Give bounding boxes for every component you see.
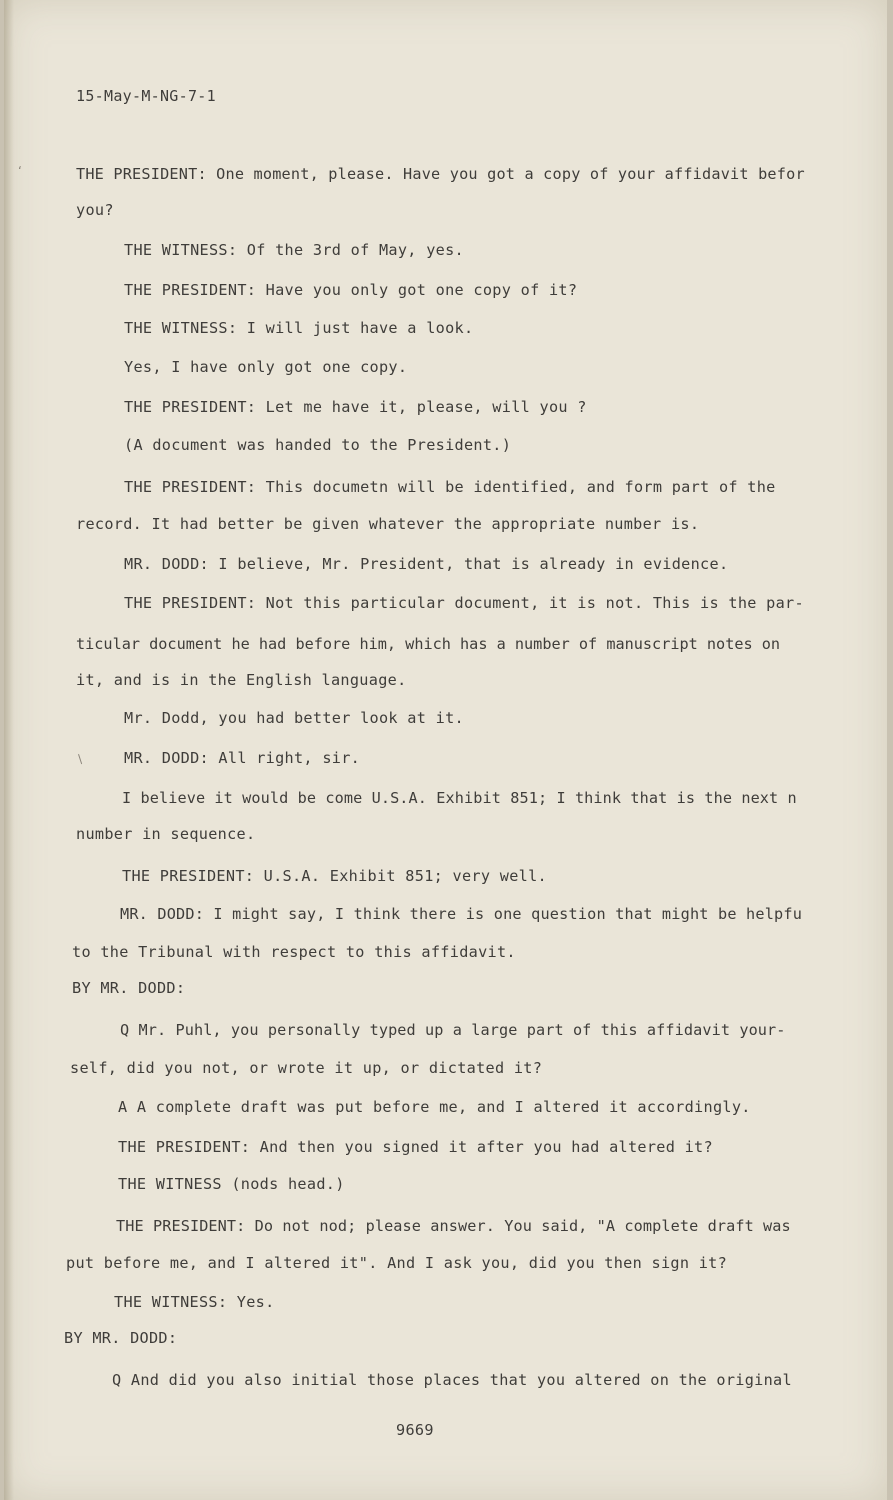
margin-mark: ‘ [18,164,22,178]
transcript-line: THE PRESIDENT: Let me have it, please, will you ? [124,398,587,416]
document-header: 15-May-M-NG-7-1 [76,87,216,105]
transcript-line: put before me, and I altered it". And I ask you, did you then sign it? [66,1254,728,1272]
document-page [4,0,887,1500]
transcript-line: number in sequence. [76,825,256,843]
transcript-line: THE WITNESS (nods head.) [118,1175,345,1193]
transcript-line: BY MR. DODD: [72,979,186,997]
transcript-line: record. It had better be given whatever the appropriate number is. [76,515,700,533]
transcript-line: MR. DODD: I might say, I think there is one question that might be helpfu [120,905,803,923]
transcript-line: THE WITNESS: Yes. [114,1293,275,1311]
transcript-line: to the Tribunal with respect to this affidavit. [72,943,516,961]
transcript-line: THE PRESIDENT: Have you only got one copy of it? [124,281,578,299]
transcript-line: Yes, I have only got one copy. [124,358,408,376]
transcript-line: MR. DODD: I believe, Mr. President, that is already in evidence. [124,555,729,573]
transcript-line: ticular document he had before him, which has a number of manuscript notes on [76,635,781,653]
transcript-line: THE WITNESS: Of the 3rd of May, yes. [124,241,464,259]
page-number: 9669 [396,1421,434,1439]
transcript-line: MR. DODD: All right, sir. [124,749,361,767]
transcript-line: (A document was handed to the President.) [124,436,512,454]
transcript-line: THE PRESIDENT: Not this particular document, it is not. This is the par- [124,594,804,612]
transcript-line: THE PRESIDENT: One moment, please. Have you got a copy of your affidavit befor [76,165,805,183]
transcript-line: BY MR. DODD: [64,1329,178,1347]
transcript-line: THE WITNESS: I will just have a look. [124,319,474,337]
transcript-line: Mr. Dodd, you had better look at it. [124,709,464,727]
transcript-line: self, did you not, or wrote it up, or dictated it? [70,1059,543,1077]
transcript-line: A A complete draft was put before me, and I altered it accordingly. [118,1098,751,1116]
transcript-line: Q And did you also initial those places that you altered on the original [112,1371,792,1389]
transcript-line: it, and is in the English language. [76,671,407,689]
margin-mark: / [74,752,86,766]
transcript-line: THE PRESIDENT: U.S.A. Exhibit 851; very well. [122,867,547,885]
transcript-line: THE PRESIDENT: This documetn will be identified, and form part of the [124,478,776,496]
transcript-line: I believe it would be come U.S.A. Exhibit 851; I think that is the next n [122,789,797,807]
transcript-line: you? [76,201,114,219]
transcript-line: THE PRESIDENT: And then you signed it after you had altered it? [118,1138,713,1156]
transcript-line: THE PRESIDENT: Do not nod; please answer. You said, "A complete draft was [116,1217,791,1235]
transcript-line: Q Mr. Puhl, you personally typed up a large part of this affidavit your- [120,1021,786,1039]
